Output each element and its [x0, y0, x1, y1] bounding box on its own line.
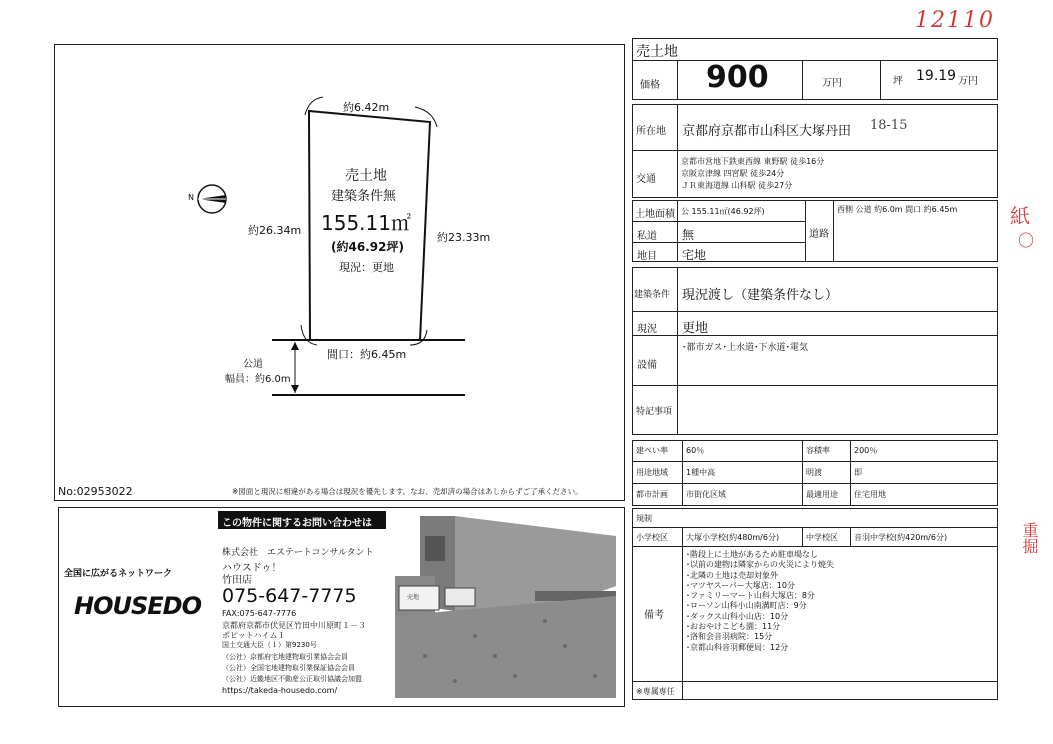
company-name: 株式会社 エステートコンサルタント — [222, 548, 374, 558]
private-road-value: 無 — [682, 228, 695, 242]
agent-label: ※専属専任 — [636, 687, 675, 696]
handwritten-address: 18-15 — [870, 118, 908, 133]
lot-status: 現況：更地 — [339, 261, 394, 274]
compass-icon — [198, 185, 226, 213]
transport-label: 交通 — [636, 174, 656, 185]
far-label: 容積率 — [806, 446, 830, 455]
brand-name: ハウスドゥ！ — [222, 563, 282, 574]
disclaimer: ※図面と現況に相違がある場合は現況を優先します。なお、売却済の場合はあしからずご了承ください。 — [232, 487, 583, 496]
road-width: 幅員：約6.0m — [225, 374, 291, 385]
property-photo — [395, 516, 616, 698]
build-cond-value: 現況渡し（建築条件なし） — [682, 288, 839, 303]
remark-item: ･階段上に土地があるため駐車場なし — [686, 550, 818, 559]
map-panel — [54, 44, 625, 501]
delivery-value: 即 — [854, 468, 862, 477]
road-info-value: 西側 公道 約6.0m 間口 約6.45m — [837, 205, 958, 214]
remark-item: ･ダックス山科小山店：10分 — [686, 611, 789, 621]
price-label: 価格 — [640, 80, 660, 91]
remark-item: ･マツヤスーパー大塚店：10分 — [686, 580, 795, 590]
tsubo-label: 坪 — [893, 76, 903, 87]
notes-label: 特記事項 — [636, 407, 673, 417]
lot-title: 売土地 — [345, 168, 387, 184]
build-cond-label: 建築条件 — [634, 290, 671, 300]
coverage-value: 60％ — [686, 446, 705, 455]
location-value: 京都府京都市山科区大塚丹田 — [682, 124, 852, 139]
zoning-value: 1種中高 — [686, 468, 716, 477]
photo-sign: 売地 — [407, 594, 420, 601]
best-use-value: 住宅用地 — [854, 490, 886, 499]
fax-number: FAX:075-647-7776 — [222, 609, 297, 618]
best-use-label: 最適用途 — [806, 490, 838, 499]
far-value: 200％ — [854, 446, 878, 455]
regulation-label: 規制 — [636, 514, 652, 523]
remark-item: ･ファミリーマート山科大塚店：8分 — [686, 591, 815, 601]
doc-number: No:02953022 — [58, 485, 133, 498]
transport-line-2: 京阪京津線 四宮駅 徒歩24分 — [681, 169, 785, 178]
facilities-label: 設備 — [637, 360, 657, 371]
contact-header: この物件に関するお問い合わせは — [218, 511, 386, 529]
jh-school-value: 音羽中学校(約420m/6分) — [854, 533, 948, 542]
handwritten-side-note-2: 重掘 — [1020, 522, 1039, 554]
branch-name: 竹田店 — [222, 575, 252, 586]
transport-line-3: ＪＲ東海道線 山科駅 徒歩27分 — [681, 181, 793, 190]
assoc-1: （公社）京都府宅地建物取引業協会会員 — [222, 653, 348, 661]
land-area-label: 土地面積 — [635, 209, 675, 220]
land-category-label: 地目 — [637, 251, 657, 262]
lot-subtitle: 建築条件無 — [331, 189, 397, 204]
delivery-label: 明渡 — [806, 468, 822, 477]
tsubo-unit: 万円 — [958, 76, 978, 87]
remark-item: ･おおやけこども園：11分 — [686, 622, 781, 632]
left-length: 約26.34m — [248, 224, 302, 237]
jh-school-label: 中学校区 — [806, 533, 838, 542]
office-address: 京都府京都市伏見区竹田中川原町１－３ — [222, 621, 366, 630]
current-label: 現況 — [637, 324, 657, 335]
land-area-value: 公 155.11㎡(46.92坪) — [681, 207, 765, 216]
price-value: 900 — [706, 60, 769, 95]
private-road-label: 私道 — [637, 231, 657, 242]
city-plan-label: 都市計画 — [636, 490, 668, 499]
network-tagline: 全国に広がるネットワーク — [64, 569, 173, 579]
compass-label: N — [188, 193, 194, 202]
road-info-label: 道路 — [809, 229, 829, 240]
location-label: 所在地 — [636, 126, 666, 137]
remarks-list — [686, 550, 834, 653]
remark-item: ･北隣の土地は売却対象外 — [686, 570, 778, 580]
road-label: 公道 — [243, 359, 263, 370]
remark-item: ･以前の建物は隣家からの火災により焼失 — [686, 560, 834, 570]
facilities-value: ･都市ガス･上水道･下水道･電気 — [682, 343, 809, 353]
city-plan-value: 市街化区域 — [686, 490, 726, 499]
remark-item: ･京都山科音羽郵便局：12分 — [686, 642, 789, 652]
lot-area: 155.11㎡ — [321, 211, 411, 235]
website-url[interactable]: https://takeda-housedo.com/ — [222, 686, 338, 695]
remarks-label: 備考 — [644, 610, 664, 621]
phone-number[interactable]: 075-647-7775 — [222, 585, 357, 607]
tsubo-price: 19.19 — [916, 68, 957, 84]
top-width: 約6.42m — [343, 101, 390, 114]
frontage: 間口：約6.45m — [327, 348, 407, 361]
assoc-2: （公社）全国宅地建物取引業保証協会会員 — [222, 664, 355, 672]
license-number: 国土交通大臣（１）第9230号 — [222, 641, 317, 649]
handwritten-number: 12110 — [915, 8, 995, 33]
coverage-label: 建ぺい率 — [636, 446, 668, 455]
transport-line-1: 京都市営地下鉄東西線 東野駅 徒歩16分 — [681, 157, 825, 166]
lot-area-tsubo: (約46.92坪) — [331, 240, 404, 254]
handwritten-side-note: 紙 — [1010, 204, 1030, 228]
school-value: 大塚小学校(約480m/6分) — [686, 533, 780, 542]
property-type: 売土地 — [636, 44, 678, 60]
zoning-label: 用途地域 — [636, 468, 668, 477]
right-length: 約23.33m — [437, 231, 491, 244]
assoc-3: （公社）近畿地区不動産公正取引協議会加盟 — [222, 675, 362, 683]
land-category-value: 宅地 — [682, 248, 707, 262]
remark-item: ･ローソン山科小山南溝町店：9分 — [686, 601, 807, 611]
housedo-logo: HOUSEDO — [74, 592, 201, 620]
price-unit: 万円 — [822, 78, 842, 89]
handwritten-side-circle: 〇 — [1018, 231, 1035, 250]
office-building: ポピットハイム１ — [222, 631, 286, 640]
remark-item: ･洛和会音羽病院：15分 — [686, 632, 773, 642]
school-label: 小学校区 — [636, 533, 668, 542]
current-value: 更地 — [682, 321, 709, 336]
